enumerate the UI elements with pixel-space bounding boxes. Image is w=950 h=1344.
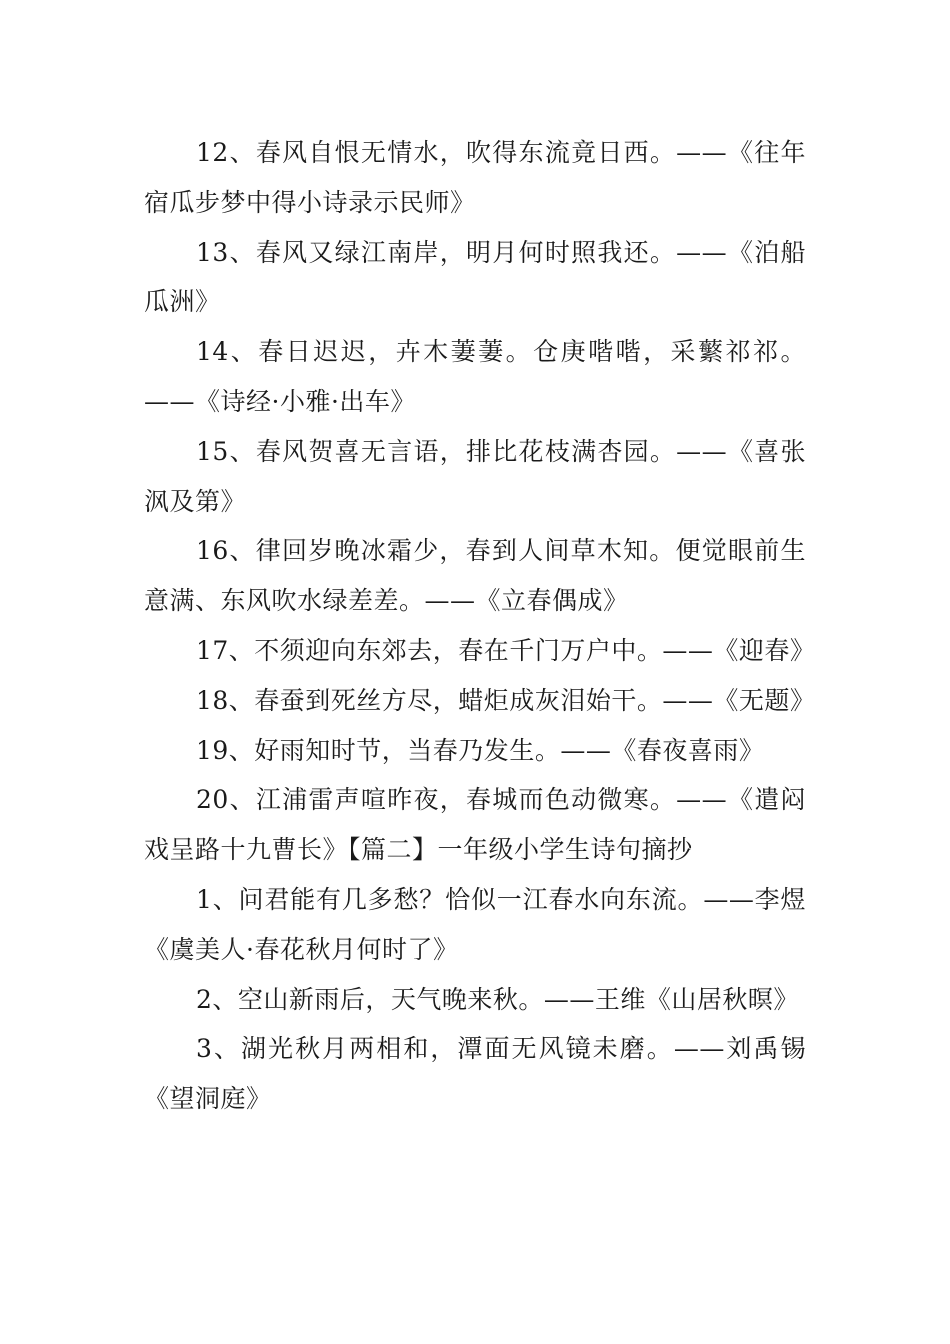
poem-line-16: 16、律回岁晚冰霜少，春到人间草木知。便觉眼前生意满、东风吹水绿差差。——《立春偶成》: [144, 536, 806, 616]
poem-line-20-and-section-heading: 20、江浦雷声喧昨夜，春城而色动微寒。——《遣闷戏呈路十九曹长》【篇二】一年级小学生诗句摘抄: [144, 785, 806, 865]
poem-line-18: 18、春蚕到死丝方尽，蜡炬成灰泪始干。——《无题》: [196, 685, 816, 715]
document-body: [144, 128, 816, 1124]
poem-line-19: 19、好雨知时节，当春乃发生。——《春夜喜雨》: [196, 735, 765, 765]
poem-line-14: 14、春日迟迟，卉木萋萋。仓庚喈喈，采蘩祁祁。——《诗经·小雅·出车》: [144, 337, 806, 416]
poem-line-13: 13、春风又绿江南岸，明月何时照我还。——《泊船瓜洲》: [144, 237, 806, 317]
poem-line-15: 15、春风贺喜无言语，排比花枝满杏园。——《喜张沨及第》: [144, 436, 806, 516]
poem-line-12: 12、春风自恨无情水，吹得东流竟日西。——《往年宿瓜步梦中得小诗录示民师》: [144, 138, 806, 217]
poem-line-17: 17、不须迎向东郊去，春在千门万户中。——《迎春》: [196, 635, 816, 665]
poem-line-2: 2、空山新雨后，天气晚来秋。——王维《山居秋暝》: [196, 984, 799, 1014]
poem-line-1: 1、问君能有几多愁？恰似一江春水向东流。——李煜《虞美人·春花秋月何时了》: [144, 884, 806, 964]
poem-line-3: 3、湖光秋月两相和，潭面无风镜未磨。——刘禹锡《望洞庭》: [144, 1034, 806, 1114]
